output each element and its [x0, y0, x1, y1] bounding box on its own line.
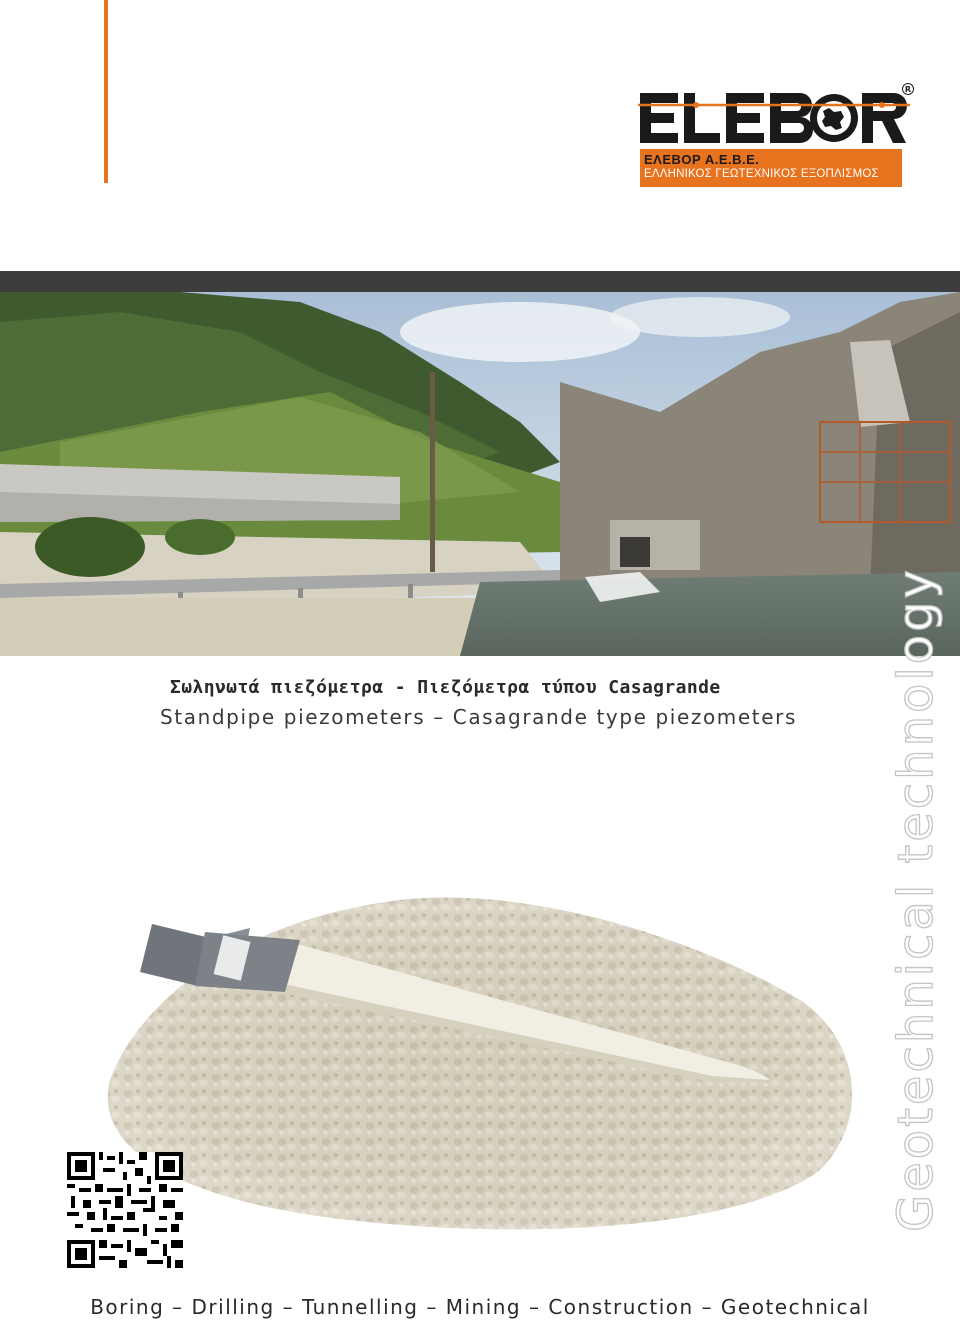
title-greek: Σωληνωτά πιεζόμετρα - Πιεζόμετρα τύπου Casagrande [170, 677, 721, 698]
company-logo [638, 85, 914, 189]
company-tagline: ΕΛΛΗΝΙΚΟΣ ΓΕΩΤΕΧΝΙΚΟΣ ΕΞΟΠΛΙΣΜΟΣ [644, 168, 879, 180]
side-heading: Geotechnical technology [888, 567, 944, 1232]
company-name: ΕΛΕΒΟΡ Α.Ε.Β.Ε. [644, 152, 760, 167]
product-photo [100, 880, 870, 1240]
logo-wordmark [638, 85, 914, 147]
qr-code [67, 1152, 183, 1268]
registered-mark: R [902, 83, 914, 95]
title-english: Standpipe piezometers – Casagrande type piezometers [160, 705, 797, 729]
dam-site-photo [0, 292, 960, 656]
accent-line [104, 0, 108, 183]
footer-services: Boring – Drilling – Tunnelling – Mining – Construction – Geotechnical [90, 1295, 870, 1319]
logo-bar [640, 149, 902, 187]
